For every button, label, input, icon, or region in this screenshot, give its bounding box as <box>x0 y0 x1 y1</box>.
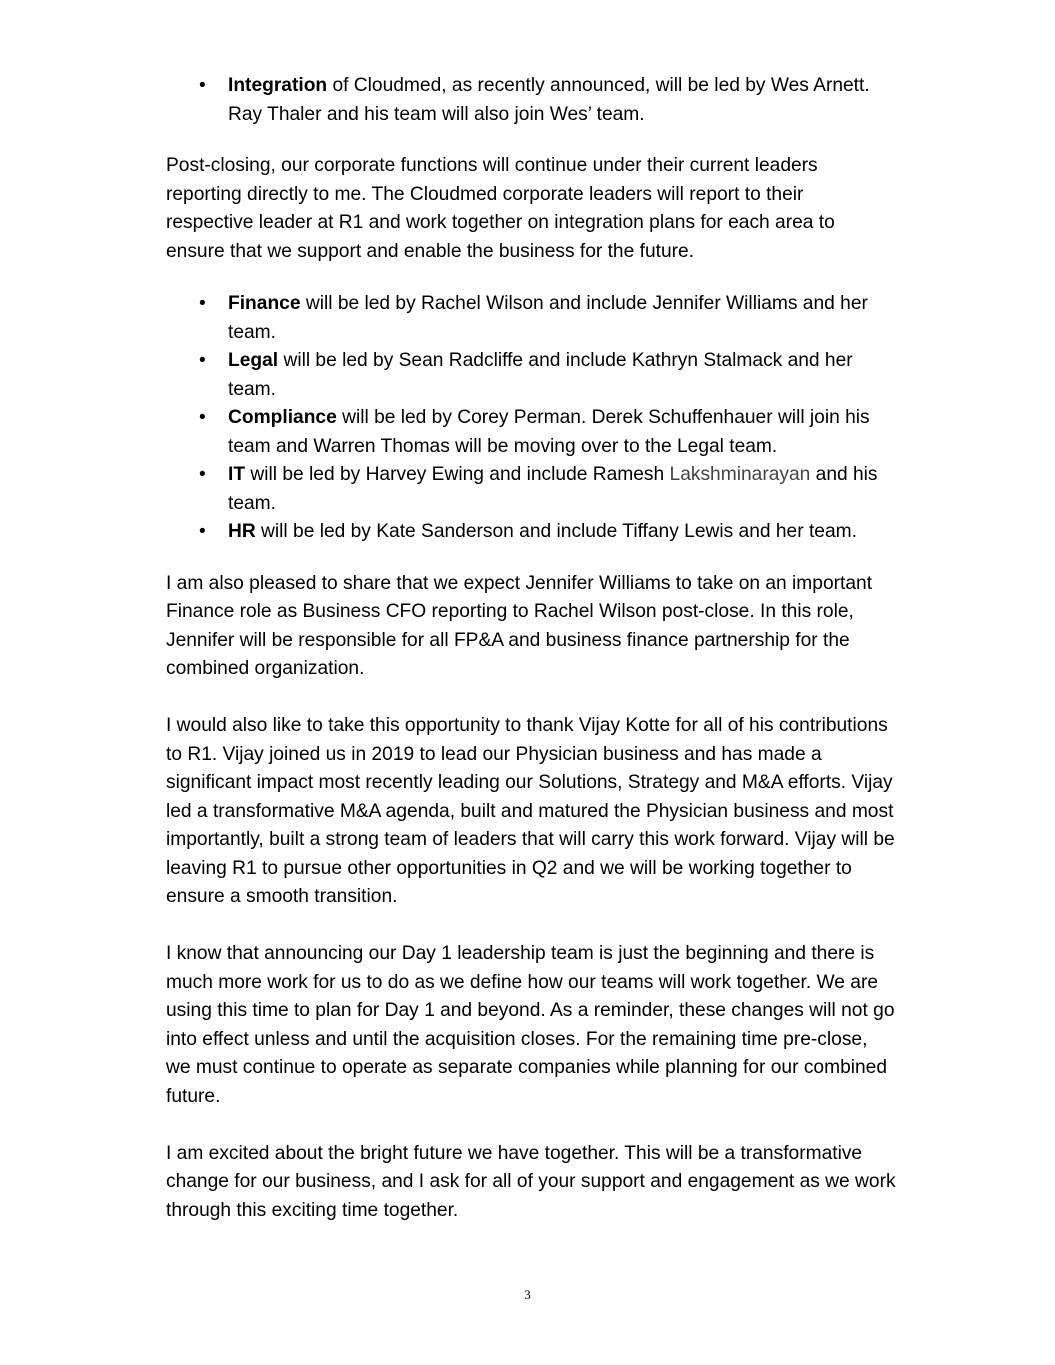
bullet-icon: • <box>199 407 206 428</box>
bullet-text-after: and his team. <box>228 464 878 514</box>
bullet-text: will be led by Sean Radcliffe and include Kathryn Stalmack and her team. <box>228 350 853 400</box>
bullet-text: will be led by Harvey Ewing and include Ramesh <box>245 464 670 485</box>
bullet-it <box>166 461 896 518</box>
integration-bullet-list <box>166 72 896 129</box>
bullet-hr <box>166 518 896 547</box>
paragraph-post-closing: Post-closing, our corporate functions will continue under their current leaders reporting directly to me. The Cloudmed corporate leaders will report to their respective leader at R1 and work together on integration plans for each area to ensure that we support and enable the business for the future. <box>166 155 835 262</box>
bullet-text: will be led by Corey Perman. Derek Schuffenhauer will join his team and Warren Thomas will be moving over to the Legal team. <box>228 407 870 457</box>
bullet-label: Finance <box>228 293 301 314</box>
bullet-icon: • <box>199 293 206 314</box>
bullet-label: IT <box>228 464 246 485</box>
paragraph-day1-leadership: I know that announcing our Day 1 leadership team is just the beginning and there is much more work for us to do as we define how our teams will work together. We are using this time to plan for Day 1 and beyond. As a reminder, these changes will not go into effect unless and until the acquisition closes. For the remaining time pre-close, we must continue to operate as separate companies while planning for our combined future. <box>166 943 895 1107</box>
bullet-integration <box>166 72 896 129</box>
bullet-icon: • <box>199 464 206 485</box>
bullet-highlight-name: Lakshminarayan <box>669 464 811 485</box>
paragraph-thanks-vijay: I would also like to take this opportunity to thank Vijay Kotte for all of his contributions to R1. Vijay joined us in 2019 to lead our Physician business and has made a significant impact most recently leading our Solutions, Strategy and M&A efforts. Vijay led a transformative M&A agenda, built and matured the Physician business and most importantly, built a strong team of leaders that will carry this work forward. Vijay will be leaving R1 to pursue other opportunities in Q2 and we will be working together to ensure a smooth transition. <box>166 715 895 907</box>
bullet-legal <box>166 347 896 404</box>
document-page <box>166 72 896 1225</box>
bullet-text: will be led by Kate Sanderson and include Tiffany Lewis and her team. <box>255 521 857 542</box>
bullet-label: Integration <box>228 75 328 96</box>
bullet-compliance <box>166 404 896 461</box>
bullet-label: Legal <box>228 350 279 371</box>
bullet-icon: • <box>199 521 206 542</box>
bullet-label: Compliance <box>228 407 337 428</box>
page-number: 3 <box>524 1287 531 1302</box>
functions-bullet-list <box>166 290 896 547</box>
bullet-label: HR <box>228 521 256 542</box>
bullet-text: of Cloudmed, as recently announced, will be led by Wes Arnett. Ray Thaler and his team will also join Wes’ team. <box>228 75 870 125</box>
bullet-finance <box>166 290 896 347</box>
paragraph-cfo-role: I am also pleased to share that we expect Jennifer Williams to take on an important Finance role as Business CFO reporting to Rachel Wilson post-close. In this role, Jennifer will be responsible for all FP&A and business finance partnership for the combined organization. <box>166 572 873 679</box>
bullet-icon: • <box>199 75 206 96</box>
bullet-text: will be led by Rachel Wilson and include Jennifer Williams and her team. <box>228 293 868 343</box>
paragraph-closing: I am excited about the bright future we have together. This will be a transformative change for our business, and I ask for all of your support and engagement as we work through this exciting time together. <box>166 1142 896 1221</box>
bullet-icon: • <box>199 350 206 371</box>
